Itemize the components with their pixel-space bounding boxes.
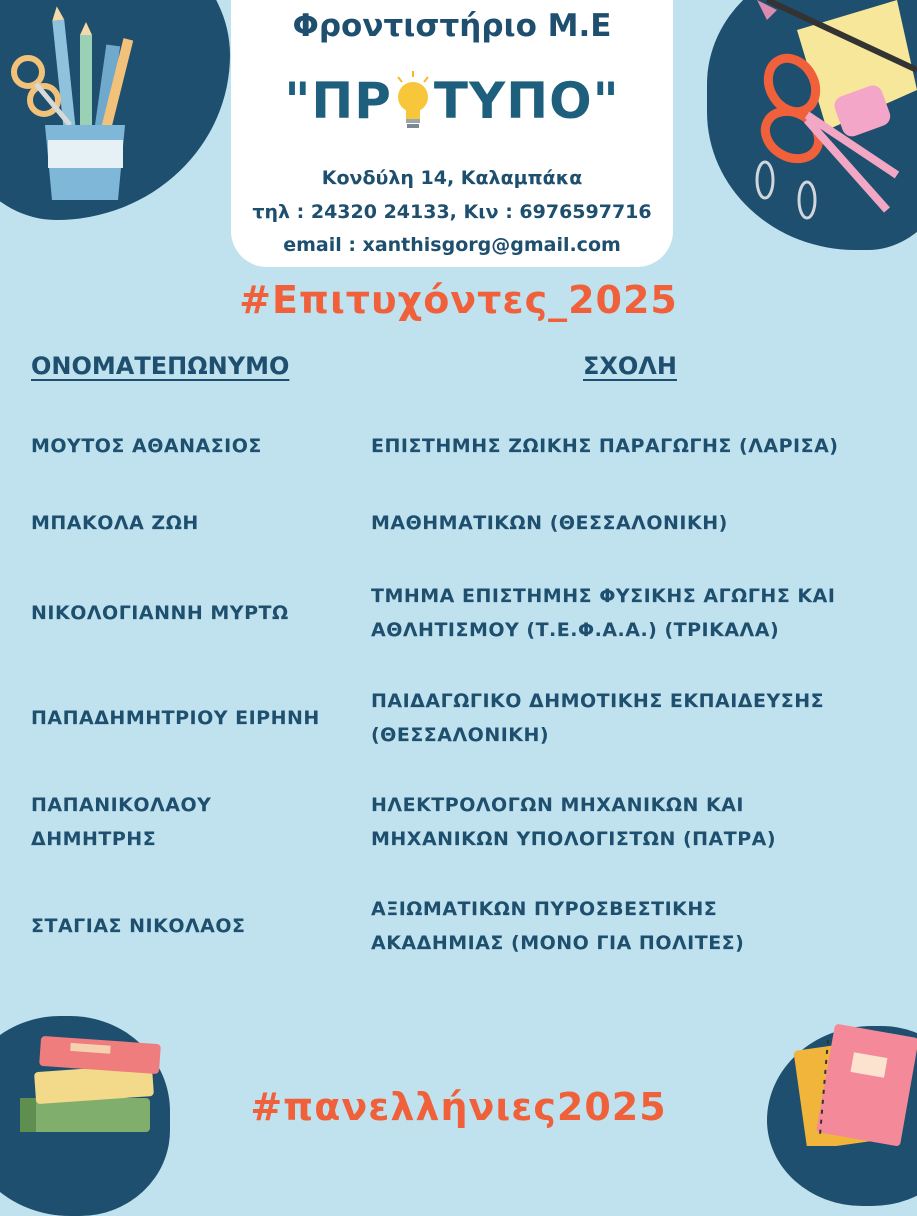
- brand-logo: [231, 66, 673, 136]
- hashtag-successful: #Επιτυχόντες_2025: [239, 278, 678, 322]
- school-name: Φροντιστήριο Μ.Ε: [292, 8, 612, 44]
- brand-text-left: "ΠΡ: [284, 72, 392, 130]
- row-3-school: ΤΜΗΜΑ ΕΠΙΣΤΗΜΗΣ ΦΥΣΙΚΗΣ ΑΓΩΓΗΣ ΚΑΙ ΑΘΛΗΤΙΣΜΟΥ (Τ.Ε.Φ.Α.Α.) (ΤΡΙΚΑΛΑ): [371, 585, 836, 641]
- row-6-name: ΣΤΑΓΙΑΣ ΝΙΚΟΛΑΟΣ: [31, 915, 246, 937]
- row-5-name: ΠΑΠΑΝΙΚΟΛΑΟΥ ΔΗΜΗΤΡΗΣ: [31, 794, 212, 850]
- lightbulb-icon: [394, 71, 432, 131]
- row-1-school: ΕΠΙΣΤΗΜΗΣ ΖΩΙΚΗΣ ΠΑΡΑΓΩΓΗΣ (ΛΑΡΙΣΑ): [371, 435, 839, 457]
- brand-text-right: ΤΥΠΟ": [433, 72, 620, 130]
- row-4-name: ΠΑΠΑΔΗΜΗΤΡΙΟΥ ΕΙΡΗΝΗ: [31, 707, 320, 729]
- address: Κονδύλη 14, Καλαμπάκα: [321, 167, 583, 189]
- hashtag-panhellenic: #πανελλήνιες2025: [250, 1085, 667, 1129]
- row-3-name: ΝΙΚΟΛΟΓΙΑΝΝΗ ΜΥΡΤΩ: [31, 602, 289, 624]
- pencil-cup-icon: [0, 0, 160, 210]
- row-2-school: ΜΑΘΗΜΑΤΙΚΩΝ (ΘΕΣΣΑΛΟΝΙΚΗ): [371, 512, 728, 534]
- column-header-name: ΟΝΟΜΑΤΕΠΩΝΥΜΟ: [31, 352, 290, 380]
- row-4-school: ΠΑΙΔΑΓΩΓΙΚΟ ΔΗΜΟΤΙΚΗΣ ΕΚΠΑΙΔΕΥΣΗΣ (ΘΕΣΣΑΛΟΝΙΚΗ): [371, 690, 825, 746]
- header-card: [231, 0, 673, 267]
- scissors-icon: [737, 0, 917, 240]
- column-header-school: ΣΧΟΛΗ: [583, 352, 677, 380]
- row-2-name: ΜΠΑΚΟΛΑ ΖΩΗ: [31, 512, 199, 534]
- phone-numbers: τηλ : 24320 24133, Κιν : 6976597716: [252, 201, 652, 223]
- row-1-name: ΜΟΥΤΟΣ ΑΘΑΝΑΣΙΟΣ: [31, 435, 262, 457]
- email-address: email : xanthisgorg@gmail.com: [283, 234, 621, 256]
- row-5-school: ΗΛΕΚΤΡΟΛΟΓΩΝ ΜΗΧΑΝΙΚΩΝ ΚΑΙ ΜΗΧΑΝΙΚΩΝ ΥΠΟΛΟΓΙΣΤΩΝ (ΠΑΤΡΑ): [371, 794, 777, 850]
- row-6-school: ΑΞΙΩΜΑΤΙΚΩΝ ΠΥΡΟΣΒΕΣΤΙΚΗΣ ΑΚΑΔΗΜΙΑΣ (ΜΟΝΟ ΓΙΑ ΠΟΛΙΤΕΣ): [371, 898, 745, 954]
